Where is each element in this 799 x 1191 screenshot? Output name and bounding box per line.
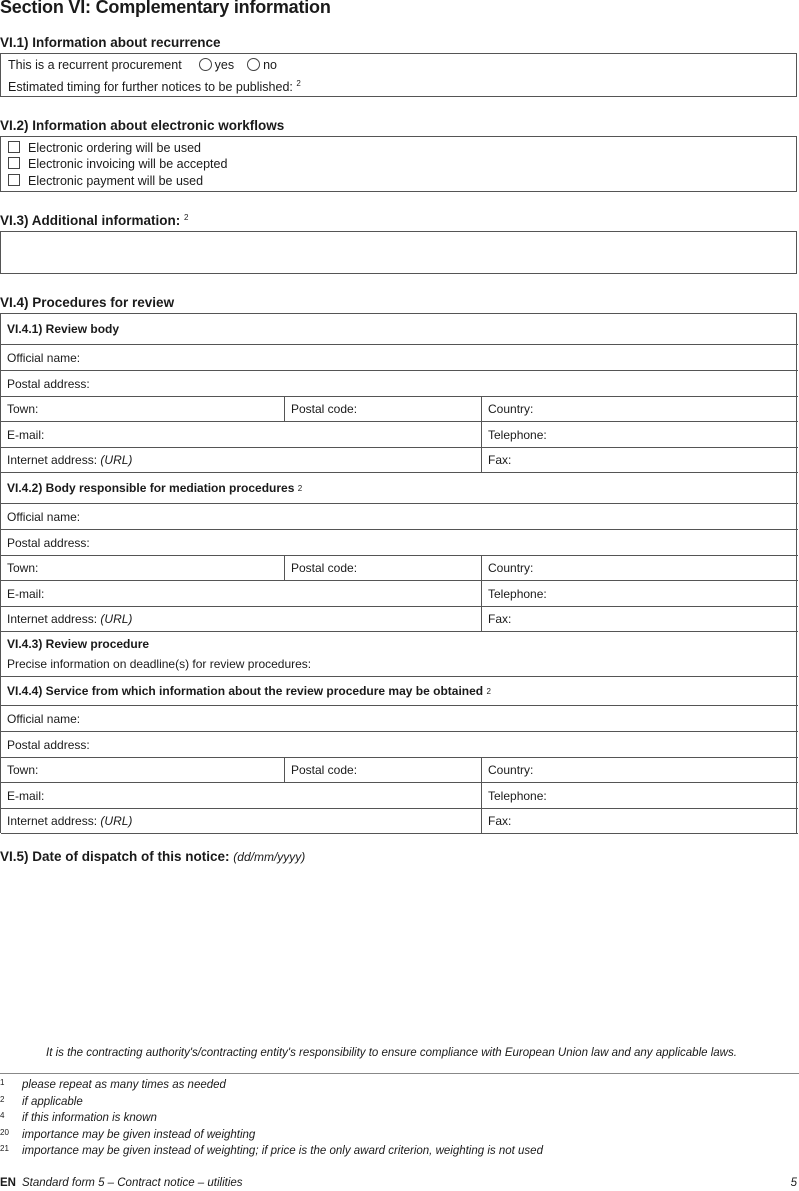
info-internet-row bbox=[1, 809, 798, 834]
footnote-item bbox=[0, 1111, 157, 1124]
review-town-row bbox=[1, 397, 798, 422]
footnote-text: importance may be given instead of weighting; if price is the only award criterion, weighting is not used bbox=[22, 1145, 543, 1157]
footnote-item bbox=[0, 1095, 83, 1108]
mediation-country[interactable]: Country: bbox=[481, 556, 798, 580]
vi5-heading bbox=[0, 849, 305, 864]
e-invoicing-label: Electronic invoicing will be accepted bbox=[28, 157, 228, 171]
info-service-sup: 2 bbox=[486, 686, 491, 696]
e-invoicing-item[interactable] bbox=[8, 157, 227, 171]
footnote-text: if applicable bbox=[22, 1096, 83, 1108]
review-procedure-title: VI.4.3) Review procedure bbox=[7, 637, 150, 651]
e-ordering-label: Electronic ordering will be used bbox=[28, 141, 202, 155]
review-internet-label: Internet address: bbox=[7, 453, 98, 467]
review-body-title-row bbox=[1, 314, 798, 345]
mediation-internet-row bbox=[1, 607, 798, 632]
timing-label: Estimated timing for further notices to be published: bbox=[8, 80, 293, 94]
review-telephone[interactable]: Telephone: bbox=[481, 422, 798, 447]
mediation-postal-address: Postal address: bbox=[7, 535, 90, 550]
yes-label: yes bbox=[214, 58, 235, 72]
footnote-text: if this information is known bbox=[22, 1112, 157, 1124]
mediation-title-text: VI.4.2) Body responsible for mediation procedures bbox=[7, 481, 295, 495]
footnote-number: 4 bbox=[0, 1111, 5, 1120]
info-email-row bbox=[1, 783, 798, 809]
info-fax[interactable]: Fax: bbox=[481, 809, 798, 833]
info-country[interactable]: Country: bbox=[481, 758, 798, 782]
review-url-hint: (URL) bbox=[100, 453, 133, 467]
vi1-box bbox=[0, 53, 797, 97]
mediation-sup: 2 bbox=[297, 483, 303, 493]
info-town[interactable]: Town: bbox=[7, 763, 39, 777]
compliance-note: It is the contracting authority's/contracting entity's responsibility to ensure compliance with European Union law and any applicable laws. bbox=[46, 1047, 737, 1059]
review-postal-address: Postal address: bbox=[7, 376, 90, 391]
section-title: Section VI: Complementary information bbox=[0, 0, 331, 17]
mediation-postal-code[interactable]: Postal code: bbox=[284, 556, 481, 580]
e-payment-label: Electronic payment will be used bbox=[28, 174, 204, 188]
info-internet-label: Internet address: bbox=[7, 814, 98, 828]
info-postal-address: Postal address: bbox=[7, 737, 90, 752]
mediation-email[interactable]: E-mail: bbox=[7, 586, 45, 601]
vi4-box bbox=[0, 313, 797, 833]
mediation-title bbox=[1, 473, 798, 503]
mediation-internet[interactable] bbox=[1, 607, 481, 631]
footnote-text: importance may be given instead of weighting bbox=[22, 1129, 256, 1141]
vi1-heading: VI.1) Information about recurrence bbox=[0, 35, 221, 50]
info-telephone[interactable]: Telephone: bbox=[481, 783, 798, 808]
no-radio[interactable] bbox=[247, 58, 260, 71]
mediation-title-row bbox=[1, 473, 798, 504]
no-label: no bbox=[263, 58, 277, 72]
footnote-number: 20 bbox=[0, 1128, 9, 1137]
info-service-title-text: VI.4.4) Service from which information about the review procedure may be obtained bbox=[7, 684, 484, 698]
info-email[interactable]: E-mail: bbox=[7, 788, 45, 803]
info-postal-code[interactable]: Postal code: bbox=[284, 758, 481, 782]
info-official-name-row[interactable] bbox=[1, 706, 798, 732]
review-postal-code[interactable]: Postal code: bbox=[284, 397, 481, 421]
review-procedure-row[interactable] bbox=[1, 632, 798, 677]
mediation-email-row bbox=[1, 581, 798, 607]
mediation-postal-address-row[interactable] bbox=[1, 530, 798, 556]
vi3-sup: 2 bbox=[184, 213, 189, 222]
review-email[interactable]: E-mail: bbox=[7, 427, 45, 442]
mediation-official-name-row[interactable] bbox=[1, 504, 798, 530]
additional-info-field[interactable] bbox=[0, 231, 797, 274]
info-town-row bbox=[1, 758, 798, 783]
footnote-item bbox=[0, 1078, 226, 1091]
info-service-title bbox=[1, 677, 798, 705]
vi2-box bbox=[0, 136, 797, 192]
vi5-heading-text: VI.5) Date of dispatch of this notice: bbox=[0, 849, 230, 864]
e-invoicing-checkbox[interactable] bbox=[8, 157, 20, 169]
review-email-row bbox=[1, 422, 798, 448]
mediation-town[interactable]: Town: bbox=[7, 561, 39, 575]
info-official-name: Official name: bbox=[7, 711, 81, 726]
footnote-item bbox=[0, 1144, 543, 1157]
review-postal-address-row[interactable] bbox=[1, 371, 798, 397]
mediation-url-hint: (URL) bbox=[100, 612, 133, 626]
footnote-item bbox=[0, 1128, 255, 1141]
footnote-divider bbox=[0, 1073, 799, 1074]
info-url-hint: (URL) bbox=[100, 814, 133, 828]
mediation-internet-label: Internet address: bbox=[7, 612, 98, 626]
timing-sup: 2 bbox=[296, 79, 301, 88]
mediation-telephone[interactable]: Telephone: bbox=[481, 581, 798, 606]
e-payment-item[interactable] bbox=[8, 174, 203, 188]
info-service-title-row bbox=[1, 677, 798, 706]
recurrence-line bbox=[8, 58, 277, 72]
review-internet-row bbox=[1, 448, 798, 473]
e-ordering-item[interactable] bbox=[8, 141, 201, 155]
footnote-text: please repeat as many times as needed bbox=[22, 1079, 226, 1091]
info-postal-address-row[interactable] bbox=[1, 732, 798, 758]
footer-form-name: Standard form 5 – Contract notice – utilities bbox=[22, 1177, 243, 1189]
review-fax[interactable]: Fax: bbox=[481, 448, 798, 472]
footer-lang: EN bbox=[0, 1177, 16, 1189]
footer-page-number: 5 bbox=[790, 1177, 797, 1189]
review-town[interactable]: Town: bbox=[7, 402, 39, 416]
vi3-heading bbox=[0, 213, 188, 228]
e-ordering-checkbox[interactable] bbox=[8, 141, 20, 153]
mediation-official-name: Official name: bbox=[7, 509, 81, 524]
vi4-heading: VI.4) Procedures for review bbox=[0, 295, 175, 310]
mediation-town-row bbox=[1, 556, 798, 581]
review-body-title: VI.4.1) Review body bbox=[7, 322, 120, 336]
vi3-heading-text: VI.3) Additional information: bbox=[0, 213, 181, 228]
review-official-name-row[interactable] bbox=[1, 345, 798, 371]
recurrent-label: This is a recurrent procurement bbox=[8, 58, 182, 72]
review-official-name: Official name: bbox=[7, 350, 81, 365]
info-internet[interactable] bbox=[1, 809, 481, 833]
footnote-number: 21 bbox=[0, 1144, 9, 1153]
vi2-heading: VI.2) Information about electronic workflows bbox=[0, 118, 285, 133]
review-country[interactable]: Country: bbox=[481, 397, 798, 421]
vi5-date-format: (dd/mm/yyyy) bbox=[233, 850, 306, 864]
footnote-number: 1 bbox=[0, 1078, 5, 1087]
review-procedure-text: Precise information on deadline(s) for review procedures: bbox=[7, 657, 312, 671]
yes-radio[interactable] bbox=[199, 58, 212, 71]
review-internet[interactable] bbox=[1, 448, 481, 472]
timing-line bbox=[8, 79, 301, 94]
footnote-number: 2 bbox=[0, 1095, 5, 1104]
mediation-fax[interactable]: Fax: bbox=[481, 607, 798, 631]
e-payment-checkbox[interactable] bbox=[8, 174, 20, 186]
